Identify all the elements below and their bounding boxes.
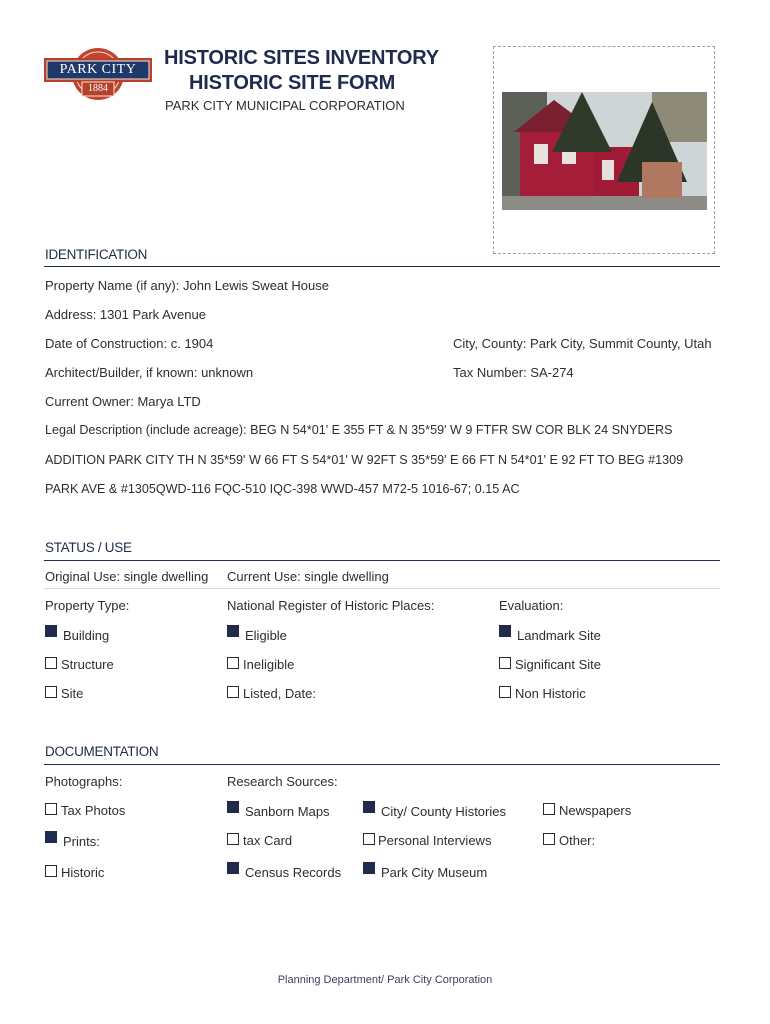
prints-checkbox[interactable]	[45, 831, 57, 843]
city-county-histories-checkbox[interactable]	[363, 801, 375, 813]
census-records-checkbox[interactable]	[227, 862, 239, 874]
building-label: Building	[63, 628, 110, 643]
structure-checkbox[interactable]	[45, 657, 57, 669]
building-checkbox[interactable]	[45, 625, 57, 637]
documentation-heading: DOCUMENTATION	[45, 744, 159, 759]
property-type-label: Property Type:	[45, 598, 130, 613]
use-divider	[44, 588, 720, 589]
footer-text: Planning Department/ Park City Corporation	[277, 974, 493, 986]
non-historic-checkbox[interactable]	[499, 686, 511, 698]
park-city-logo	[44, 48, 152, 104]
sanborn-maps-label: Sanborn Maps	[245, 804, 330, 819]
ineligible-label: Ineligible	[243, 657, 295, 672]
ineligible-checkbox[interactable]	[227, 657, 239, 669]
current-use: Current Use: single dwelling	[227, 569, 389, 584]
personal-interviews-label: Personal Interviews	[378, 833, 492, 848]
sanborn-maps-checkbox[interactable]	[227, 801, 239, 813]
status-heading: STATUS / USE	[45, 540, 132, 555]
original-use: Original Use: single dwelling	[45, 569, 209, 584]
legal-description-line-2: ADDITION PARK CITY TH N 35*59' W 66 FT S 54*01' W 92FT S 35*59' E 66 FT N 54*01' E 92 FT TO BEG #1309	[45, 453, 684, 467]
census-records-label: Census Records	[245, 865, 342, 880]
historic-checkbox[interactable]	[45, 865, 57, 877]
photographs-label: Photographs:	[45, 774, 123, 789]
address: Address: 1301 Park Avenue	[45, 307, 206, 322]
property-name: Property Name (if any): John Lewis Sweat House	[45, 278, 329, 293]
form-subtitle: PARK CITY MUNICIPAL CORPORATION	[165, 98, 405, 113]
national-register-label: National Register of Historic Places:	[227, 598, 435, 613]
tax-card-checkbox[interactable]	[227, 833, 239, 845]
site-label: Site	[61, 686, 84, 701]
architect-builder: Architect/Builder, if known: unknown	[45, 365, 254, 380]
non-historic-label: Non Historic	[515, 686, 586, 701]
tax-photos-label: Tax Photos	[61, 803, 126, 818]
site-checkbox[interactable]	[45, 686, 57, 698]
form-title-1: HISTORIC SITES INVENTORY	[164, 47, 439, 69]
eligible-checkbox[interactable]	[227, 625, 239, 637]
tax-photos-checkbox[interactable]	[45, 803, 57, 815]
listed-date-label: Listed, Date:	[243, 686, 316, 701]
tax-card-label: tax Card	[243, 833, 293, 848]
landmark-site-checkbox[interactable]	[499, 625, 511, 637]
logo-text: PARK CITY	[59, 62, 137, 77]
significant-site-checkbox[interactable]	[499, 657, 511, 669]
evaluation-label: Evaluation:	[499, 598, 564, 613]
legal-description-line-1: Legal Description (include acreage): BEG N 54*01' E 355 FT & N 35*59' W 9 FTFR SW COR BLK 24 SNYDERS	[45, 423, 673, 437]
landmark-site-label: Landmark Site	[517, 628, 601, 643]
identification-rule	[44, 266, 720, 267]
city-county: City, County: Park City, Summit County, Utah	[453, 336, 712, 351]
date-of-construction: Date of Construction: c. 1904	[45, 336, 214, 351]
park-city-museum-checkbox[interactable]	[363, 862, 375, 874]
legal-description-line-3: PARK AVE & #1305QWD-116 FQC-510 IQC-398 WWD-457 M72-5 1016-67; 0.15 AC	[45, 482, 520, 496]
eligible-label: Eligible	[245, 628, 287, 643]
historic-label: Historic	[61, 865, 105, 880]
identification-heading: IDENTIFICATION	[45, 247, 148, 262]
documentation-rule	[44, 764, 720, 765]
significant-site-label: Significant Site	[515, 657, 601, 672]
current-owner: Current Owner: Marya LTD	[45, 394, 201, 409]
personal-interviews-checkbox[interactable]	[363, 833, 375, 845]
site-photo	[502, 92, 707, 210]
other-checkbox[interactable]	[543, 833, 555, 845]
tax-number: Tax Number: SA-274	[453, 365, 574, 380]
city-county-histories-label: City/ County Histories	[381, 804, 506, 819]
research-sources-label: Research Sources:	[227, 774, 338, 789]
status-rule	[44, 560, 720, 561]
listed-checkbox[interactable]	[227, 686, 239, 698]
park-city-museum-label: Park City Museum	[381, 865, 488, 880]
form-title-2: HISTORIC SITE FORM	[189, 72, 396, 94]
other-label: Other:	[559, 833, 596, 848]
newspapers-label: Newspapers	[559, 803, 632, 818]
newspapers-checkbox[interactable]	[543, 803, 555, 815]
prints-label: Prints:	[63, 834, 100, 849]
structure-label: Structure	[61, 657, 114, 672]
logo-year: 1884	[88, 83, 108, 94]
